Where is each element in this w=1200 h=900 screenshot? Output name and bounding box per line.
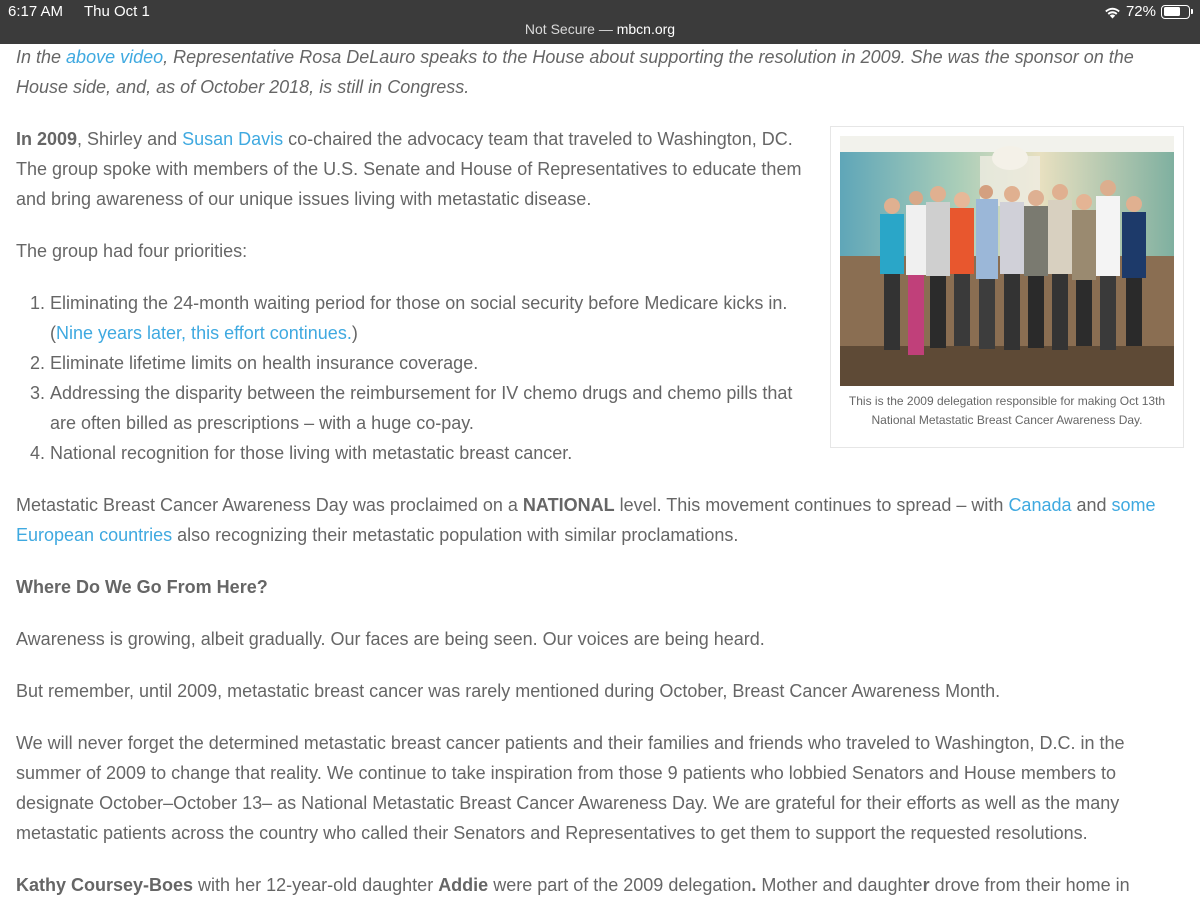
kathy-text-2: were part of the 2009 delegation bbox=[488, 875, 752, 895]
address-bar[interactable] bbox=[0, 21, 1200, 37]
battery-icon bbox=[1161, 5, 1190, 19]
url-separator: — bbox=[594, 21, 617, 37]
section-heading: Where Do We Go From Here? bbox=[16, 577, 268, 597]
nine-years-link[interactable]: Nine years later, this effort continues. bbox=[56, 323, 352, 343]
intro-paragraph bbox=[16, 42, 1186, 102]
status-bar bbox=[0, 0, 1200, 44]
wifi-icon bbox=[1104, 5, 1121, 19]
kathy-name: Kathy Coursey-Boes bbox=[16, 875, 194, 895]
status-time: 6:17 AM bbox=[8, 3, 64, 20]
list-item bbox=[50, 288, 806, 348]
national-bold: NATIONAL bbox=[522, 495, 615, 515]
priority-1-text: Eliminating the 24-month waiting period for those on social security before Medicare kicks in. ( bbox=[50, 293, 788, 343]
addie-name: Addie bbox=[438, 875, 489, 895]
year-bold: In 2009 bbox=[16, 129, 78, 149]
national-paragraph bbox=[16, 490, 1186, 550]
delegation-photo[interactable] bbox=[840, 136, 1174, 386]
susan-davis-link[interactable]: Susan Davis bbox=[182, 129, 284, 149]
kathy-paragraph bbox=[16, 870, 1186, 900]
remember-paragraph: But remember, until 2009, metastatic breast cancer was rarely mentioned during October, Breast Cancer Awareness Month. bbox=[16, 681, 1001, 701]
url-host: mbcn.org bbox=[616, 21, 676, 37]
national-text: Metastatic Breast Cancer Awareness Day was proclaimed on a bbox=[16, 495, 523, 515]
list-item: 2. Eliminate lifetime limits on health insurance coverage. bbox=[50, 348, 806, 378]
kathy-bold-r: r bbox=[922, 875, 930, 895]
status-indicators bbox=[1104, 3, 1190, 20]
awareness-paragraph: Awareness is growing, albeit gradually. Our faces are being seen. Our voices are being heard. bbox=[16, 629, 765, 649]
national-text-2: level. This movement continues to spread – with bbox=[614, 495, 1009, 515]
status-date: Thu Oct 1 bbox=[84, 3, 150, 20]
kathy-text-4: drove from their home in bbox=[929, 875, 1130, 895]
never-forget-paragraph: We will never forget the determined metastatic breast cancer patients and their families and friends who traveled to Washington, D.C. in the summer of 2009 to change that reality. We continue to take inspiration from those 9 patients who lobbied Senators and House members to designate October–October 13– as National Metastatic Breast Cancer Awareness Day. We are grateful for their efforts as well as the many metastatic patients across the country who called their Senators and Representatives to get them to support the requested resolutions. bbox=[16, 733, 1125, 843]
figure-caption: This is the 2009 delegation responsible for making Oct 13th National Metastatic Breast Cancer Awareness Day. bbox=[848, 394, 1166, 427]
canada-link[interactable]: Canada bbox=[1008, 495, 1072, 515]
priority-1-end: ) bbox=[351, 323, 358, 343]
paragraph-2009 bbox=[16, 124, 806, 214]
battery-percent: 72% bbox=[1125, 3, 1156, 20]
national-text-4: also recognizing their metastatic population with similar proclamations. bbox=[172, 525, 739, 545]
priorities-list bbox=[16, 288, 806, 468]
kathy-text-3b: e bbox=[912, 875, 923, 895]
european-countries-link[interactable]: some European countries bbox=[16, 495, 1156, 545]
intro-text-cont: , Representative Rosa DeLauro speaks to the House about supporting the resolution in 2009. She was the sponsor on the House side, and, as of October 2018, is still in Congress. bbox=[16, 47, 1134, 97]
kathy-text: with her 12-year-old daughter bbox=[193, 875, 439, 895]
delegation-figure bbox=[830, 126, 1184, 448]
p2009-text: , Shirley and bbox=[77, 129, 183, 149]
priorities-intro: The group had four priorities: bbox=[16, 241, 248, 261]
national-text-3: and bbox=[1071, 495, 1112, 515]
list-item: 4. National recognition for those living with metastatic breast cancer. bbox=[50, 438, 806, 468]
list-item: 3. Addressing the disparity between the reimbursement for IV chemo drugs and chemo pills that are often billed as prescriptions – with a huge co-pay. bbox=[50, 378, 806, 438]
intro-text: In the bbox=[16, 47, 67, 67]
p2009-text-cont: co-chaired the advocacy team that traveled to Washington, DC. The group spoke with members of the U.S. Senate and House of Representatives to educate them and bring awareness of our unique issues living with metastatic disease. bbox=[16, 129, 802, 209]
kathy-text-3: Mother and daught bbox=[756, 875, 913, 895]
security-label: Not Secure bbox=[524, 21, 595, 37]
above-video-link[interactable]: above video bbox=[66, 47, 164, 67]
kathy-bold-period: . bbox=[751, 875, 757, 895]
battery-level bbox=[1164, 7, 1181, 16]
